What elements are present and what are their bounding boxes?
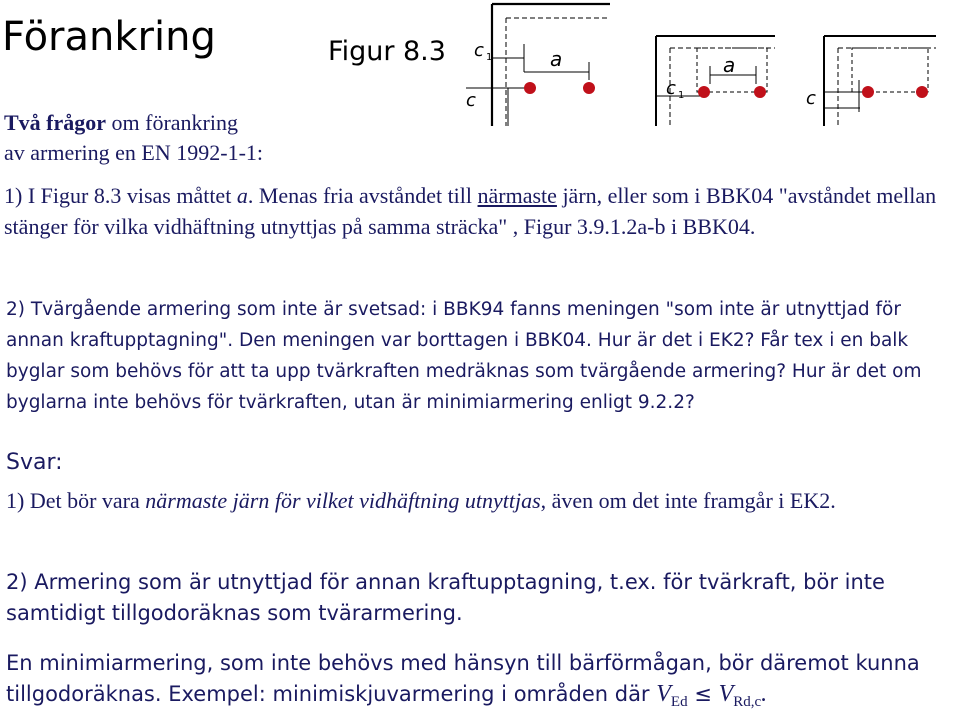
- figure-panel-2: [656, 36, 775, 126]
- label-a: a: [550, 47, 563, 71]
- intro-line2: av armering en EN 1992-1-1:: [4, 140, 264, 165]
- answer-2: 2) Armering som är utnyttjad för annan kraftupptagning, t.ex. för tvärkraft, bör inte samtidigt tillgodoräknas som tvärarmering.: [6, 570, 885, 625]
- bar-dot: [754, 86, 766, 98]
- answer-1: 1) Det bör vara närmaste järn för vilket vidhäftning utnyttjas, även om det inte framgår i EK2.: [6, 488, 836, 513]
- bar-dot: [524, 82, 536, 94]
- anchorage-figure: [460, 0, 959, 140]
- bar-dot: [916, 86, 928, 98]
- intro-bold: Två frågor: [4, 110, 107, 135]
- question-2: 2) Tvärgående armering som inte är svetsad: i BBK94 fanns meningen "som inte är utnyttjad för annan kraftupptagning". Den meningen var borttagen i BBK04. Hur är det i EK2? Får tex i en balk byglar som behövs för att ta upp tvärkraften medräknas som tvärgående armering? Hur är det om byglarna inte behövs för tvärkraften, utan är minimiarmering enligt 9.2.2?: [6, 299, 922, 413]
- figure-panel-1: [466, 4, 610, 126]
- label-c1: c: [474, 40, 484, 61]
- label-c: c: [806, 88, 816, 109]
- bar-dot: [583, 82, 595, 94]
- bar-dot: [698, 86, 710, 98]
- figure-reference: Figur 8.3: [328, 36, 446, 67]
- figure-panel-3: [806, 36, 936, 126]
- label-c1: c: [666, 78, 676, 99]
- bar-dot: [862, 86, 874, 98]
- questions-intro: [4, 108, 263, 168]
- svg-text:1: 1: [486, 52, 493, 63]
- label-a: a: [723, 53, 736, 77]
- slide-title: Förankring: [2, 14, 216, 60]
- answer-heading: Svar:: [6, 450, 63, 475]
- question-1: 1) I Figur 8.3 visas måttet a. Menas fria avståndet till närmaste järn, eller som i BBK04 "avståndet mellan stänger för vilka vidhäftning utnyttjas på samma sträcka" , Figur 3.9.1.2a-b i BBK04.: [4, 183, 937, 239]
- intro-rest: om förankring: [106, 110, 238, 135]
- leq-symbol: ≤: [694, 682, 712, 706]
- svg-text:1: 1: [678, 90, 685, 101]
- label-c: c: [466, 90, 476, 111]
- answer-3: En minimiarmering, som inte behövs med hänsyn till bärförmågan, bör däremot kunna tillgodoräknas. Exempel: minimiskjuvarmering i områden där $V_{Ed} \le V_{Rd,c}$.: [6, 651, 920, 711]
